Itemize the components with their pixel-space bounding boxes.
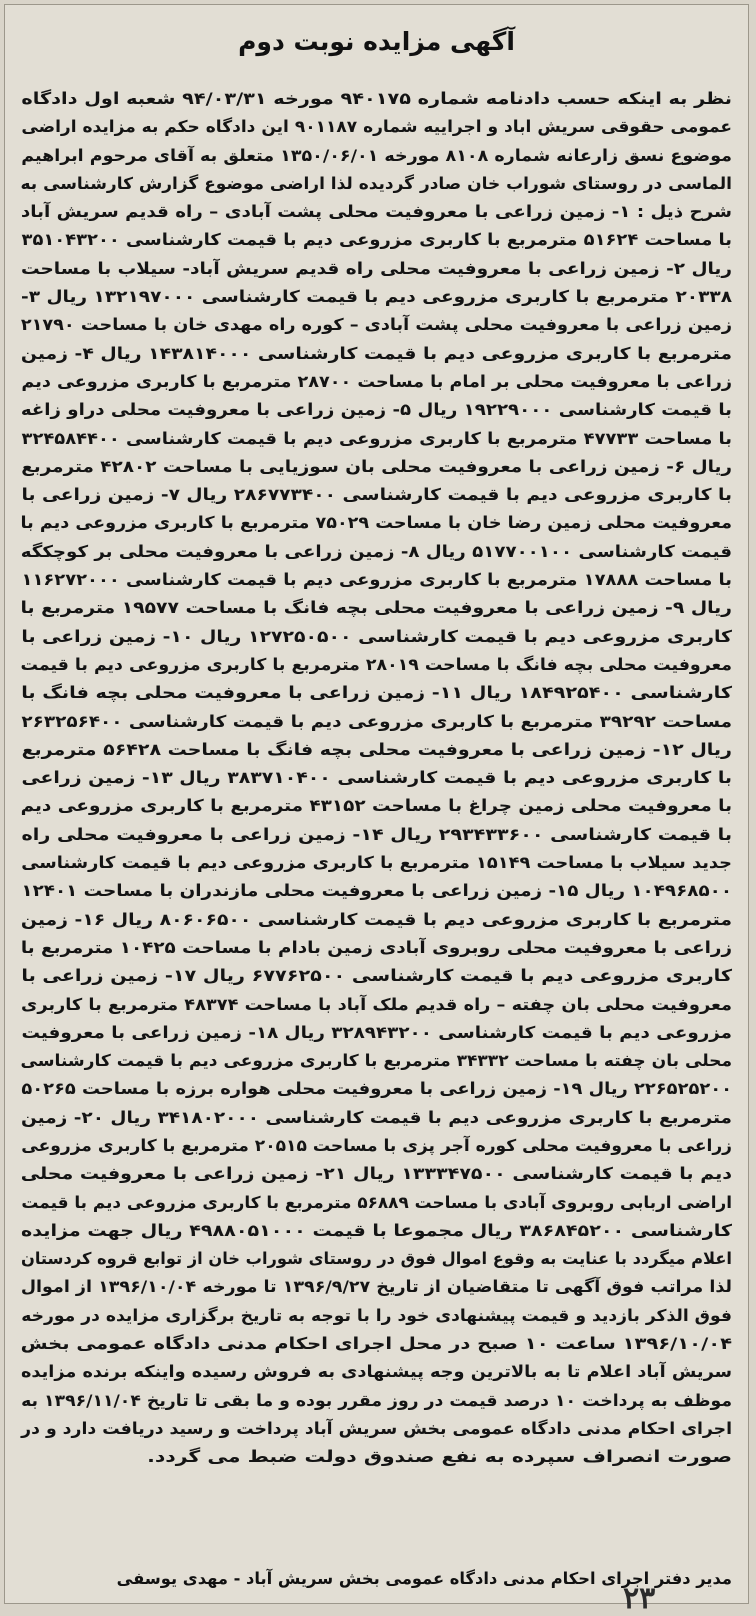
notice-line: با قیمت کارشناسی ۲۹۳۴۳۳۶۰۰ ریال ۱۴- زمین زراعی با معروفیت محلی راه — [21, 824, 732, 844]
newspaper-clipping — [4, 4, 749, 1616]
notice-line: با مساحت ۵۱۶۲۴ مترمربع با کاربری مزروعی دیم با قیمت کارشناسی ۳۵۱۰۴۳۲۰۰ — [21, 230, 732, 250]
notice-line: ریال ۹- زمین زراعی با معروفیت محلی بچه فانگ با مساحت ۱۹۵۷۷ مترمربع با — [20, 598, 732, 618]
notice-line: نظر به اینکه حسب دادنامه شماره ۹۴۰۱۷۵ مورخه ۹۴/۰۳/۳۱ شعبه اول دادگاه — [21, 89, 732, 108]
notice-line: لذا مراتب فوق آگهی تا متقاضیان از تاریخ ۱۳۹۶/۹/۲۷ تا مورخه ۱۳۹۶/۱۰/۰۴ از اموال — [20, 1277, 732, 1297]
notice-line: اعلام میگردد با عنایت به وقوع اموال فوق در روستای شوراب خان از توابع قروه کردستان — [20, 1249, 733, 1269]
notice-line: مترمربع با کاربری مزروعی دیم با قیمت کارشناسی ۳۴۱۸۰۲۰۰۰ ریال ۲۰- زمین — [21, 1107, 732, 1127]
notice-line: زمین زراعی با معروفیت محلی پشت آبادی – کوره راه مهدی خان با مساحت ۲۱۷۹۰ — [20, 315, 733, 335]
notice-line: اجرای احکام مدنی دادگاه عمومی بخش سریش آباد پرداخت و رسید دریافت دارد و در — [21, 1418, 733, 1438]
notice-line: دیم با قیمت کارشناسی ۱۳۳۳۴۷۵۰۰ ریال ۲۱- زمین زراعی با معروفیت محلی — [20, 1164, 732, 1184]
notice-line: الماسی در روستای شوراب خان صادر گردیده لذا اراضی موضوع گزارش کارشناسی به — [20, 173, 733, 193]
notice-line: با معروفیت محلی زمین چراغ با مساحت ۴۳۱۵۲ مترمربع با کاربری مزروعی دیم — [20, 796, 732, 816]
notice-line: ۲۲۶۵۲۵۲۰۰ ریال ۱۹- زمین زراعی با معروفیت محلی هواره برزه با مساحت ۵۰۲۶۵ — [21, 1079, 732, 1099]
notice-line: کارشناسی ۱۸۴۹۲۵۴۰۰ ریال ۱۱- زمین زراعی با معروفیت محلی بچه فانگ با — [21, 683, 732, 703]
notice-signature: مدیر دفتر اجرای احکام مدنی دادگاه عمومی بخش سریش آباد - مهدی یوسفی — [116, 1569, 732, 1588]
notice-line: زراعی با معروفیت محلی بر امام با مساحت ۲۸۷۰۰ مترمربع با کاربری مزروعی دیم — [21, 371, 732, 391]
notice-line: معروفیت محلی زمین رضا خان با مساحت ۷۵۰۲۹ مترمربع با کاربری مزروعی دیم با — [20, 513, 732, 533]
notice-line: قیمت کارشناسی ۵۱۷۷۰۰۱۰۰ ریال ۸- زمین زراعی با معروفیت محلی بر کوچکگه — [20, 541, 732, 561]
notice-line: مترمربع با کاربری مزروعی دیم با قیمت کارشناسی ۱۴۳۸۱۴۰۰۰ ریال ۴- زمین — [20, 343, 732, 363]
notice-line: صورت انصراف سپرده به نفع صندوق دولت ضبط می گردد. — [147, 1447, 732, 1467]
notice-body — [21, 85, 732, 1472]
notice-line: کاربری مزروعی دیم با قیمت کارشناسی ۱۲۷۲۵۰۵۰۰ ریال ۱۰- زمین زراعی با — [21, 626, 732, 646]
notice-line: مساحت ۳۹۲۹۲ مترمربع با کاربری مزروعی دیم با قیمت کارشناسی ۲۶۳۲۵۶۴۰۰ — [21, 711, 732, 731]
notice-line: با کاربری مزروعی دیم با قیمت کارشناسی ۲۸۶۷۷۳۴۰۰ ریال ۷- زمین زراعی با — [21, 485, 732, 505]
notice-title: آگهی مزایده نوبت دوم — [238, 27, 515, 56]
notice-line: جدید سیلاب با مساحت ۱۵۱۴۹ مترمربع با کاربری مزروعی دیم با قیمت کارشناسی — [21, 853, 732, 873]
notice-line: شرح ذیل : ۱- زمین زراعی با معروفیت محلی پشت آبادی – راه قدیم سریش آباد — [20, 202, 732, 222]
notice-line: معروفیت محلی بان چفته – راه قدیم ملک آباد با مساحت ۴۸۳۷۴ مترمربع با کاربری — [21, 994, 732, 1014]
notice-line: با کاربری مزروعی دیم با قیمت کارشناسی ۳۸۳۷۱۰۴۰۰ ریال ۱۳- زمین زراعی — [21, 768, 732, 788]
notice-line: محلی بان چفته با مساحت ۳۴۳۳۲ مترمربع با کاربری مزروعی دیم با قیمت کارشناسی — [20, 1051, 732, 1071]
notice-line: عمومی حقوقی سریش اباد و اجراییه شماره ۹۰۱۱۸۷ این دادگاه حکم به مزایده اراضی — [21, 117, 732, 137]
notice-line: ۱۳۹۶/۱۰/۰۴ ساعت ۱۰ صبح در محل اجرای احکام مدنی دادگاه عمومی بخش — [20, 1334, 732, 1354]
notice-line: فوق الذکر بازدید و قیمت پیشنهادی خود را با توجه به تاریخ برگزاری مزایده در مورخه — [21, 1305, 733, 1325]
notice-line: با قیمت کارشناسی ۱۹۲۲۹۰۰۰ ریال ۵- زمین زراعی با معروفیت محلی دراو زاغه — [20, 400, 732, 420]
notice-line: موضوع نسق زارعانه شماره ۸۱۰۸ مورخه ۱۳۵۰/۰۶/۰۱ متعلق به آقای مرحوم ابراهیم — [21, 145, 732, 165]
notice-line: موظف به پرداخت ۱۰ درصد قیمت در روز مقرر بوده و ما بقی تا تاریخ ۱۳۹۶/۱۱/۰۴ به — [21, 1390, 732, 1410]
notice-line: ریال ۲- زمین زراعی با معروفیت محلی راه قدیم سریش آباد- سیلاب با مساحت — [20, 258, 732, 278]
notice-line: کارشناسی ۳۸۶۸۴۵۲۰۰ ریال مجموعا با قیمت ۴۹۸۸۰۵۱۰۰۰ ریال جهت مزایده — [20, 1220, 732, 1240]
page-number-mark: ۲۳ — [623, 1581, 656, 1616]
notice-line: ریال ۶- زمین زراعی با معروفیت محلی بان سوزیایی با مساحت ۴۲۸۰۲ مترمربع — [21, 456, 732, 476]
notice-line: کاربری مزروعی دیم با قیمت کارشناسی ۶۷۷۶۲۵۰۰ ریال ۱۷- زمین زراعی با — [21, 966, 732, 986]
notice-line: ریال ۱۲- زمین زراعی با معروفیت محلی بچه فانگ با مساحت ۵۶۴۲۸ مترمربع — [21, 739, 732, 759]
notice-line: مزروعی دیم با قیمت کارشناسی ۳۲۸۹۴۳۲۰۰ ریال ۱۸- زمین زراعی با معروفیت — [21, 1022, 732, 1042]
notice-line: ۲۰۳۳۸ مترمربع با کاربری مزروعی دیم با قیمت کارشناسی ۱۳۲۱۹۷۰۰۰ ریال ۳- — [21, 287, 732, 307]
notice-line: با مساحت ۴۷۷۳۳ مترمربع با کاربری مزروعی دیم با قیمت کارشناسی ۳۲۴۵۸۴۴۰۰ — [21, 428, 732, 448]
notice-line: با مساحت ۱۷۸۸۸ مترمربع با کاربری مزروعی دیم با قیمت کارشناسی ۱۱۶۲۷۲۰۰۰ — [21, 570, 732, 590]
notice-line: سریش آباد اعلام تا به بالاترین وجه پیشنهادی به فروش رسیده واینکه برنده مزایده — [20, 1362, 733, 1382]
notice-line: اراضی اربابی روبروی آبادی با مساحت ۵۶۸۸۹ مترمربع با کاربری مزروعی دیم با قیمت — [21, 1192, 732, 1212]
notice-line: زراعی با معروفیت محلی کوره آجر پزی با مساحت ۲۰۵۱۵ مترمربع با کاربری مزروعی — [21, 1135, 732, 1155]
notice-line: معروفیت محلی بچه فانگ با مساحت ۲۸۰۱۹ مترمربع با کاربری مزروعی دیم با قیمت — [20, 654, 732, 674]
notice-line: زراعی با معروفیت محلی روبروی آبادی زمین بادام با مساحت ۱۰۴۲۵ مترمربع با — [20, 937, 732, 957]
notice-line: مترمربع با کاربری مزروعی دیم با قیمت کارشناسی ۸۰۶۰۶۵۰۰ ریال ۱۶- زمین — [20, 909, 732, 929]
notice-line: ۱۰۴۹۶۸۵۰۰ ریال ۱۵- زمین زراعی با معروفیت محلی مازندران با مساحت ۱۲۴۰۱ — [21, 881, 732, 901]
